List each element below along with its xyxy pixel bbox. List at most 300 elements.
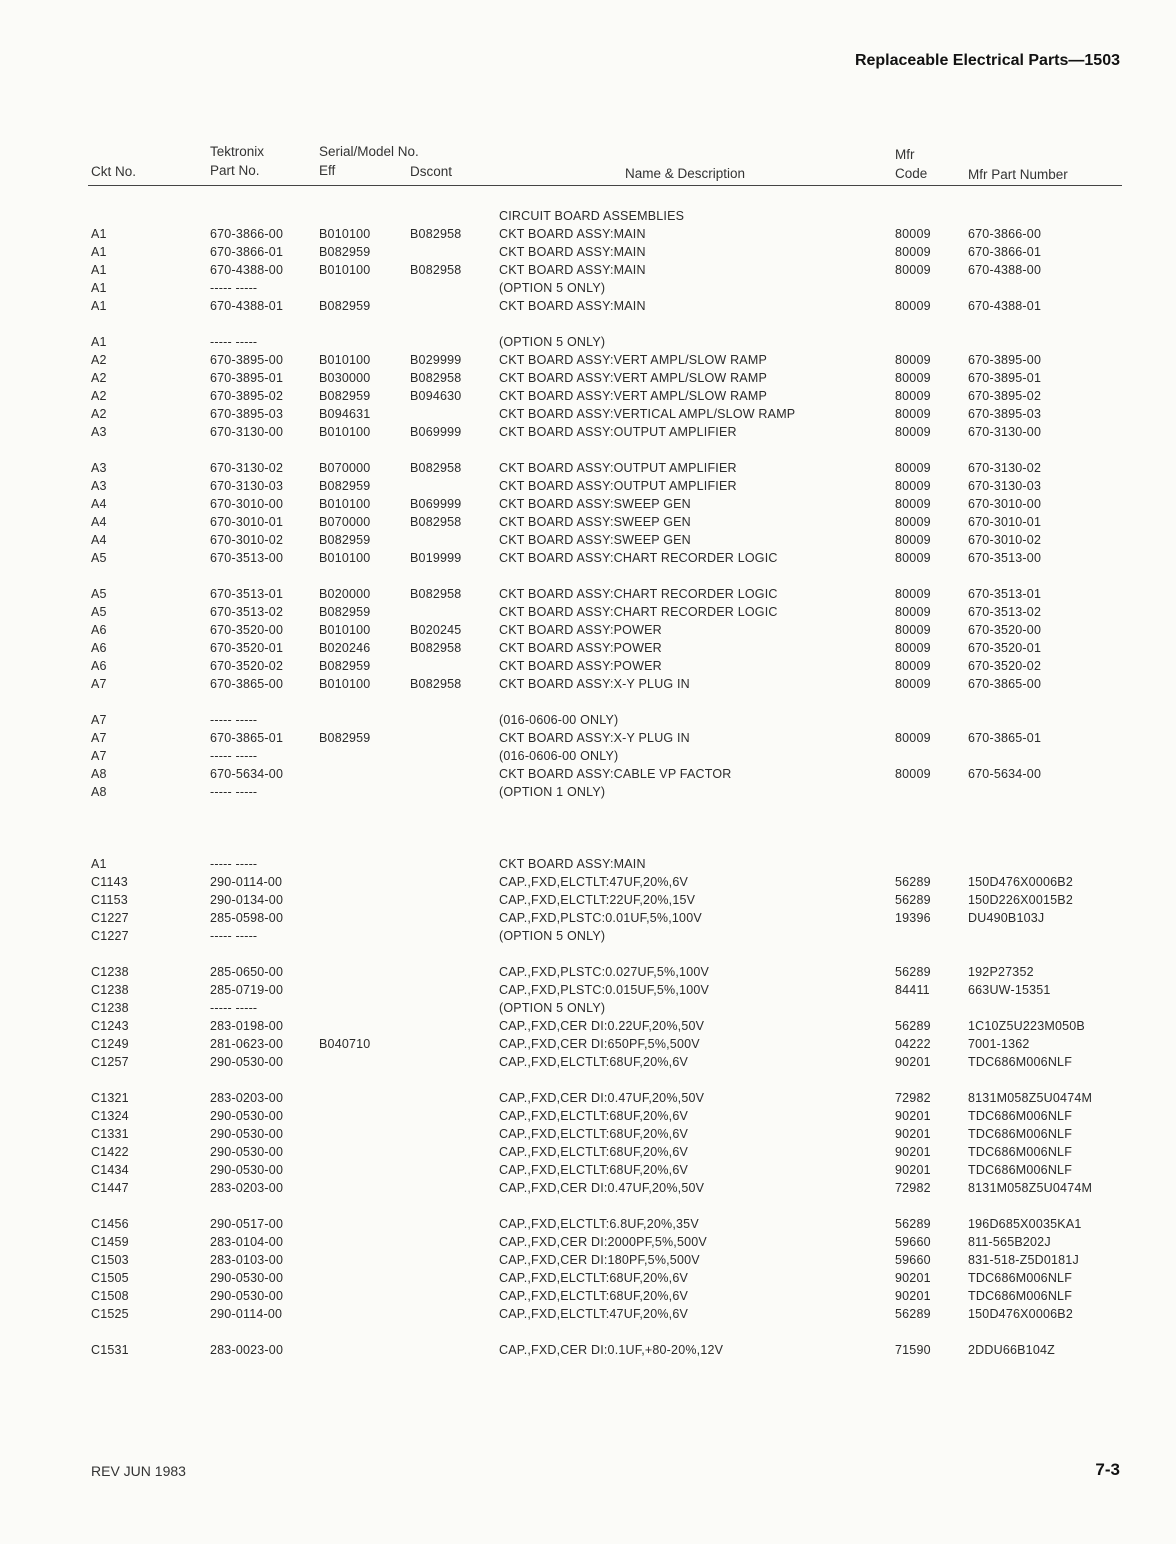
name-description: CKT BOARD ASSY:MAIN: [499, 857, 646, 871]
mfr-code: 80009: [895, 641, 931, 655]
mfr-code: 80009: [895, 659, 931, 673]
mfr-code: 59660: [895, 1235, 931, 1249]
mfr-code: 80009: [895, 533, 931, 547]
name-description: CAP.,FXD,PLSTC:0.015UF,5%,100V: [499, 983, 710, 997]
ckt-no: A1: [91, 335, 107, 349]
table-row: [0, 765, 1176, 783]
dscont-serial: B082958: [410, 461, 462, 475]
part-no: 670-3895-01: [210, 371, 284, 385]
table-row: [0, 369, 1176, 387]
mfr-code: 56289: [895, 1307, 931, 1321]
part-no: 670-3866-00: [210, 227, 284, 241]
table-row: [0, 1035, 1176, 1053]
table-row: [0, 855, 1176, 873]
eff-serial: B010100: [319, 677, 371, 691]
table-row: [0, 495, 1176, 513]
part-no: 670-3895-03: [210, 407, 284, 421]
part-no: 670-3010-02: [210, 533, 284, 547]
name-description: CAP.,FXD,ELCTLT:68UF,20%,6V: [499, 1127, 689, 1141]
table-row: [0, 657, 1176, 675]
ckt-no: A5: [91, 587, 107, 601]
eff-serial: B082959: [319, 389, 371, 403]
table-row: [0, 909, 1176, 927]
ckt-no: C1525: [91, 1307, 129, 1321]
part-no: ----- -----: [210, 857, 258, 871]
ckt-no: C1257: [91, 1055, 129, 1069]
name-description: (OPTION 5 ONLY): [499, 281, 606, 295]
name-description: CAP.,FXD,ELCTLT:22UF,20%,15V: [499, 893, 696, 907]
table-row: [0, 207, 1176, 225]
part-no: 670-3130-02: [210, 461, 284, 475]
ckt-no: A1: [91, 857, 107, 871]
name-description: (OPTION 5 ONLY): [499, 929, 606, 943]
part-no: 670-4388-00: [210, 263, 284, 277]
eff-serial: B030000: [319, 371, 371, 385]
mfr-part-number: 150D476X0006B2: [968, 1307, 1073, 1321]
mfr-code: 90201: [895, 1289, 931, 1303]
name-description: (OPTION 5 ONLY): [499, 1001, 606, 1015]
ckt-no: C1153: [91, 893, 128, 907]
eff-serial: B082959: [319, 731, 371, 745]
part-no: 285-0598-00: [210, 911, 284, 925]
part-no: 670-5634-00: [210, 767, 284, 781]
name-description: CKT BOARD ASSY:CHART RECORDER LOGIC: [499, 587, 778, 601]
ckt-no: C1331: [91, 1127, 129, 1141]
mfr-part-number: 670-3895-00: [968, 353, 1042, 367]
mfr-part-number: 670-3520-01: [968, 641, 1042, 655]
table-row: [0, 1233, 1176, 1251]
table-row: [0, 783, 1176, 801]
row-spacer: [0, 1197, 1176, 1215]
part-no: 670-3520-02: [210, 659, 284, 673]
table-row: [0, 225, 1176, 243]
eff-serial: B082959: [319, 659, 371, 673]
row-spacer: [0, 1071, 1176, 1089]
table-row: [0, 621, 1176, 639]
ckt-no: C1324: [91, 1109, 129, 1123]
parts-list: [0, 207, 1176, 1359]
eff-serial: B082959: [319, 479, 371, 493]
mfr-part-number: TDC686M006NLF: [968, 1289, 1073, 1303]
table-row: [0, 1125, 1176, 1143]
name-description: CKT BOARD ASSY:X-Y PLUG IN: [499, 731, 690, 745]
ckt-no: C1508: [91, 1289, 129, 1303]
part-no: 670-3513-02: [210, 605, 284, 619]
mfr-part-number: TDC686M006NLF: [968, 1109, 1073, 1123]
part-no: 290-0114-00: [210, 875, 283, 889]
mfr-code: 80009: [895, 371, 931, 385]
mfr-part-number: 192P27352: [968, 965, 1034, 979]
name-description: CKT BOARD ASSY:MAIN: [499, 263, 646, 277]
table-row: [0, 1287, 1176, 1305]
ckt-no: C1505: [91, 1271, 129, 1285]
ckt-no: C1243: [91, 1019, 129, 1033]
eff-serial: B010100: [319, 263, 371, 277]
name-description: CAP.,FXD,ELCTLT:68UF,20%,6V: [499, 1289, 689, 1303]
eff-serial: B020000: [319, 587, 371, 601]
dscont-serial: B082958: [410, 371, 462, 385]
table-row: [0, 351, 1176, 369]
mfr-code: 90201: [895, 1271, 931, 1285]
mfr-part-number: TDC686M006NLF: [968, 1055, 1073, 1069]
mfr-code: 80009: [895, 605, 931, 619]
col-header-part-no: Part No.: [210, 163, 260, 178]
mfr-part-number: TDC686M006NLF: [968, 1163, 1073, 1177]
table-row: [0, 1179, 1176, 1197]
table-row: [0, 1251, 1176, 1269]
mfr-part-number: 670-3130-03: [968, 479, 1042, 493]
name-description: CAP.,FXD,ELCTLT:68UF,20%,6V: [499, 1163, 689, 1177]
dscont-serial: B019999: [410, 551, 462, 565]
part-no: 670-3895-00: [210, 353, 284, 367]
name-description: CKT BOARD ASSY:OUTPUT AMPLIFIER: [499, 425, 737, 439]
name-description: CKT BOARD ASSY:X-Y PLUG IN: [499, 677, 690, 691]
name-description: CAP.,FXD,CER DI:0.22UF,20%,50V: [499, 1019, 705, 1033]
mfr-code: 90201: [895, 1163, 931, 1177]
table-row: [0, 513, 1176, 531]
mfr-part-number: TDC686M006NLF: [968, 1145, 1073, 1159]
table-row: [0, 711, 1176, 729]
row-spacer: [0, 693, 1176, 711]
ckt-no: A1: [91, 263, 107, 277]
part-no: 285-0719-00: [210, 983, 284, 997]
part-no: 290-0530-00: [210, 1145, 284, 1159]
col-header-eff: Eff: [319, 163, 336, 178]
mfr-part-number: 670-3866-00: [968, 227, 1042, 241]
mfr-part-number: 7001-1362: [968, 1037, 1030, 1051]
ckt-no: C1503: [91, 1253, 129, 1267]
table-row: [0, 1305, 1176, 1323]
name-description: CKT BOARD ASSY:POWER: [499, 659, 662, 673]
part-no: 670-3513-00: [210, 551, 284, 565]
mfr-part-number: 670-3010-02: [968, 533, 1042, 547]
ckt-no: C1238: [91, 983, 129, 997]
name-description: CIRCUIT BOARD ASSEMBLIES: [499, 209, 685, 223]
part-no: 290-0114-00: [210, 1307, 283, 1321]
ckt-no: A7: [91, 731, 107, 745]
part-no: 283-0103-00: [210, 1253, 284, 1267]
name-description: CAP.,FXD,ELCTLT:68UF,20%,6V: [499, 1271, 689, 1285]
ckt-no: C1238: [91, 1001, 129, 1015]
ckt-no: A5: [91, 551, 107, 565]
col-header-dscont: Dscont: [410, 164, 453, 179]
part-no: 283-0023-00: [210, 1343, 284, 1357]
table-row: [0, 747, 1176, 765]
part-no: 281-0623-00: [210, 1037, 284, 1051]
part-no: 670-3010-01: [210, 515, 284, 529]
ckt-no: A2: [91, 353, 107, 367]
dscont-serial: B082958: [410, 227, 462, 241]
part-no: 670-3895-02: [210, 389, 284, 403]
mfr-part-number: 670-3895-03: [968, 407, 1042, 421]
ckt-no: A5: [91, 605, 107, 619]
name-description: CKT BOARD ASSY:SWEEP GEN: [499, 533, 691, 547]
part-no: 670-3010-00: [210, 497, 284, 511]
name-description: CAP.,FXD,ELCTLT:47UF,20%,6V: [499, 875, 689, 889]
table-row: [0, 1107, 1176, 1125]
mfr-code: 56289: [895, 875, 931, 889]
name-description: CKT BOARD ASSY:POWER: [499, 641, 662, 655]
ckt-no: A6: [91, 659, 107, 673]
name-description: CAP.,FXD,CER DI:0.1UF,+80-20%,12V: [499, 1343, 724, 1357]
part-no: 290-0530-00: [210, 1289, 284, 1303]
ckt-no: C1531: [91, 1343, 129, 1357]
name-description: CKT BOARD ASSY:VERTICAL AMPL/SLOW RAMP: [499, 407, 796, 421]
table-row: [0, 1341, 1176, 1359]
dscont-serial: B069999: [410, 497, 462, 511]
name-description: CKT BOARD ASSY:POWER: [499, 623, 662, 637]
row-spacer: [0, 945, 1176, 963]
mfr-part-number: 8131M058Z5U0474M: [968, 1091, 1093, 1105]
dscont-serial: B020245: [410, 623, 462, 637]
header-rule: [88, 185, 1122, 186]
ckt-no: C1459: [91, 1235, 129, 1249]
mfr-code: 56289: [895, 1019, 931, 1033]
name-description: CAP.,FXD,CER DI:2000PF,5%,500V: [499, 1235, 707, 1249]
mfr-code: 80009: [895, 389, 931, 403]
row-spacer: [0, 441, 1176, 459]
name-description: CAP.,FXD,ELCTLT:68UF,20%,6V: [499, 1055, 689, 1069]
ckt-no: A7: [91, 713, 107, 727]
table-row: [0, 585, 1176, 603]
mfr-part-number: 670-3513-00: [968, 551, 1042, 565]
name-description: CKT BOARD ASSY:CHART RECORDER LOGIC: [499, 605, 778, 619]
ckt-no: A7: [91, 749, 107, 763]
part-no: 290-0530-00: [210, 1109, 284, 1123]
table-row: [0, 387, 1176, 405]
mfr-part-number: 670-5634-00: [968, 767, 1042, 781]
dscont-serial: B082958: [410, 515, 462, 529]
eff-serial: B094631: [319, 407, 371, 421]
table-row: [0, 927, 1176, 945]
mfr-code: 80009: [895, 407, 931, 421]
col-header-code: Code: [895, 166, 928, 181]
mfr-code: 19396: [895, 911, 931, 925]
part-no: 283-0203-00: [210, 1091, 284, 1105]
part-no: ----- -----: [210, 785, 258, 799]
mfr-part-number: 670-3865-00: [968, 677, 1042, 691]
name-description: CAP.,FXD,ELCTLT:68UF,20%,6V: [499, 1145, 689, 1159]
mfr-code: 04222: [895, 1037, 931, 1051]
part-no: 670-3866-01: [210, 245, 284, 259]
ckt-no: C1143: [91, 875, 128, 889]
page-title: Replaceable Electrical Parts—1503: [854, 52, 1120, 69]
eff-serial: B010100: [319, 551, 371, 565]
ckt-no: A2: [91, 389, 107, 403]
part-no: ----- -----: [210, 749, 258, 763]
ckt-no: A8: [91, 785, 107, 799]
col-header-mfr: Mfr: [895, 147, 915, 162]
eff-serial: B082959: [319, 533, 371, 547]
mfr-code: 56289: [895, 893, 931, 907]
part-no: 290-0134-00: [210, 893, 284, 907]
part-no: 670-4388-01: [210, 299, 284, 313]
name-description: (OPTION 1 ONLY): [499, 785, 606, 799]
mfr-code: 80009: [895, 425, 931, 439]
table-row: [0, 405, 1176, 423]
table-row: [0, 531, 1176, 549]
mfr-code: 80009: [895, 731, 931, 745]
name-description: CKT BOARD ASSY:SWEEP GEN: [499, 497, 691, 511]
dscont-serial: B069999: [410, 425, 462, 439]
name-description: (016-0606-00 ONLY): [499, 713, 619, 727]
ckt-no: C1238: [91, 965, 129, 979]
mfr-code: 90201: [895, 1145, 931, 1159]
mfr-code: 80009: [895, 767, 931, 781]
name-description: CKT BOARD ASSY:MAIN: [499, 299, 646, 313]
mfr-code: 56289: [895, 1217, 931, 1231]
eff-serial: B010100: [319, 497, 371, 511]
mfr-code: 80009: [895, 551, 931, 565]
name-description: CAP.,FXD,ELCTLT:6.8UF,20%,35V: [499, 1217, 699, 1231]
dscont-serial: B082958: [410, 587, 462, 601]
ckt-no: A1: [91, 281, 107, 295]
mfr-part-number: 196D685X0035KA1: [968, 1217, 1082, 1231]
table-row: [0, 243, 1176, 261]
part-no: 290-0530-00: [210, 1271, 284, 1285]
part-no: ----- -----: [210, 335, 258, 349]
col-header-serial-model: Serial/Model No.: [319, 144, 419, 159]
table-row: [0, 297, 1176, 315]
mfr-part-number: 663UW-15351: [968, 983, 1051, 997]
table-row: [0, 999, 1176, 1017]
table-row: [0, 1053, 1176, 1071]
mfr-part-number: 670-3513-01: [968, 587, 1042, 601]
table-row: [0, 333, 1176, 351]
name-description: CKT BOARD ASSY:MAIN: [499, 245, 646, 259]
mfr-code: 80009: [895, 227, 931, 241]
eff-serial: B082959: [319, 605, 371, 619]
dscont-serial: B029999: [410, 353, 462, 367]
row-spacer: [0, 837, 1176, 855]
col-header-ckt-no: Ckt No.: [91, 164, 137, 179]
eff-serial: B082959: [319, 245, 371, 259]
dscont-serial: B082958: [410, 263, 462, 277]
part-no: 670-3520-00: [210, 623, 284, 637]
mfr-part-number: 670-3513-02: [968, 605, 1042, 619]
table-row: [0, 459, 1176, 477]
ckt-no: A3: [91, 461, 107, 475]
name-description: CKT BOARD ASSY:VERT AMPL/SLOW RAMP: [499, 371, 767, 385]
name-description: CAP.,FXD,ELCTLT:68UF,20%,6V: [499, 1109, 689, 1123]
mfr-part-number: 670-3866-01: [968, 245, 1042, 259]
mfr-code: 80009: [895, 587, 931, 601]
table-row: [0, 279, 1176, 297]
mfr-code: 80009: [895, 263, 931, 277]
name-description: (OPTION 5 ONLY): [499, 335, 606, 349]
name-description: CKT BOARD ASSY:OUTPUT AMPLIFIER: [499, 461, 737, 475]
eff-serial: B082959: [319, 299, 371, 313]
part-no: 283-0203-00: [210, 1181, 284, 1195]
name-description: CAP.,FXD,CER DI:650PF,5%,500V: [499, 1037, 700, 1051]
part-no: 670-3865-00: [210, 677, 284, 691]
mfr-code: 56289: [895, 965, 931, 979]
name-description: CAP.,FXD,ELCTLT:47UF,20%,6V: [499, 1307, 689, 1321]
name-description: CKT BOARD ASSY:CABLE VP FACTOR: [499, 767, 732, 781]
eff-serial: B010100: [319, 623, 371, 637]
mfr-code: 80009: [895, 479, 931, 493]
mfr-code: 80009: [895, 245, 931, 259]
eff-serial: B070000: [319, 515, 371, 529]
eff-serial: B020246: [319, 641, 371, 655]
mfr-part-number: 670-4388-00: [968, 263, 1042, 277]
name-description: CKT BOARD ASSY:OUTPUT AMPLIFIER: [499, 479, 737, 493]
dscont-serial: B082958: [410, 677, 462, 691]
name-description: CAP.,FXD,CER DI:180PF,5%,500V: [499, 1253, 700, 1267]
ckt-no: A2: [91, 371, 107, 385]
name-description: CKT BOARD ASSY:VERT AMPL/SLOW RAMP: [499, 353, 767, 367]
name-description: CAP.,FXD,PLSTC:0.01UF,5%,100V: [499, 911, 702, 925]
part-no: 670-3130-03: [210, 479, 284, 493]
table-row: [0, 873, 1176, 891]
mfr-part-number: 670-3130-02: [968, 461, 1042, 475]
col-header-name-description: Name & Description: [625, 166, 746, 181]
table-row: [0, 1215, 1176, 1233]
mfr-code: 80009: [895, 677, 931, 691]
table-row: [0, 1269, 1176, 1287]
row-spacer: [0, 315, 1176, 333]
row-spacer: [0, 819, 1176, 837]
mfr-code: 90201: [895, 1109, 931, 1123]
row-spacer: [0, 567, 1176, 585]
ckt-no: C1227: [91, 911, 129, 925]
ckt-no: A3: [91, 425, 107, 439]
mfr-part-number: TDC686M006NLF: [968, 1127, 1073, 1141]
revision-date: REV JUN 1983: [91, 1463, 186, 1479]
ckt-no: A4: [91, 533, 107, 547]
ckt-no: A1: [91, 299, 107, 313]
part-no: ----- -----: [210, 713, 258, 727]
table-row: [0, 1017, 1176, 1035]
ckt-no: C1249: [91, 1037, 129, 1051]
table-row: [0, 891, 1176, 909]
mfr-code: 80009: [895, 461, 931, 475]
ckt-no: C1227: [91, 929, 129, 943]
mfr-part-number: 2DDU66B104Z: [968, 1343, 1055, 1357]
ckt-no: C1321: [91, 1091, 129, 1105]
dscont-serial: B094630: [410, 389, 462, 403]
ckt-no: A1: [91, 227, 107, 241]
table-row: [0, 1161, 1176, 1179]
part-no: ----- -----: [210, 281, 258, 295]
mfr-part-number: 8131M058Z5U0474M: [968, 1181, 1093, 1195]
mfr-code: 80009: [895, 515, 931, 529]
table-row: [0, 981, 1176, 999]
table-row: [0, 477, 1176, 495]
mfr-part-number: 670-3895-02: [968, 389, 1042, 403]
eff-serial: B040710: [319, 1037, 371, 1051]
mfr-code: 80009: [895, 299, 931, 313]
mfr-part-number: 670-3010-01: [968, 515, 1042, 529]
ckt-no: A3: [91, 479, 107, 493]
eff-serial: B010100: [319, 425, 371, 439]
col-header-tektronix: Tektronix: [210, 144, 265, 159]
eff-serial: B010100: [319, 227, 371, 241]
mfr-code: 59660: [895, 1253, 931, 1267]
ckt-no: A4: [91, 515, 107, 529]
table-row: [0, 729, 1176, 747]
page-number: 7-3: [1095, 1460, 1120, 1479]
mfr-part-number: 670-3895-01: [968, 371, 1042, 385]
table-row: [0, 1143, 1176, 1161]
mfr-code: 72982: [895, 1181, 931, 1195]
row-spacer: [0, 1323, 1176, 1341]
mfr-part-number: 670-3520-02: [968, 659, 1042, 673]
row-spacer: [0, 801, 1176, 819]
part-no: 290-0530-00: [210, 1055, 284, 1069]
part-no: 290-0517-00: [210, 1217, 284, 1231]
ckt-no: A6: [91, 623, 107, 637]
